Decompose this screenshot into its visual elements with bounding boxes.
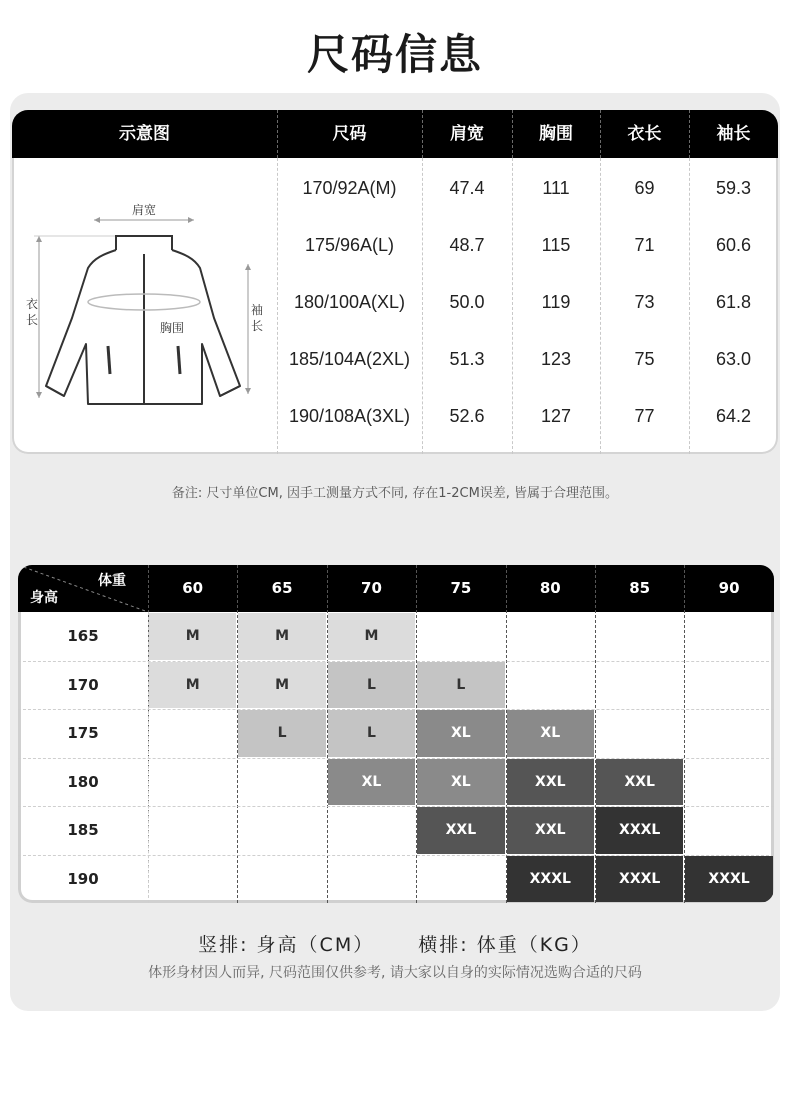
height-header-180: 180	[67, 772, 99, 791]
size-table-header	[12, 110, 778, 158]
weight-header-80: 80	[539, 579, 561, 597]
size-cell-xxl: XXL	[596, 759, 683, 806]
sleeve-cell: 59.3	[715, 178, 752, 198]
sleeve-label-2: 长	[250, 319, 264, 333]
corner-weight-label: 体重	[98, 573, 126, 589]
size-table	[12, 110, 778, 454]
weight-header-75: 75	[450, 579, 472, 597]
shoulder-cell: 50.0	[449, 292, 485, 312]
chest-cell: 123	[540, 349, 572, 369]
jacket-diagram-icon	[12, 158, 277, 454]
weight-header-85: 85	[629, 579, 651, 597]
measurement-note: 备注: 尺寸单位CM, 因手工测量方式不同, 存在1-2CM误差, 皆属于合理范围。	[171, 486, 619, 501]
header-diagram: 示意图	[119, 124, 170, 144]
shoulder-cell: 51.3	[449, 349, 485, 369]
height-header-185: 185	[67, 821, 99, 839]
column-divider	[684, 565, 685, 903]
size-cell-m: M	[238, 613, 325, 660]
size-cell-xxxl: XXXL	[596, 807, 683, 854]
shoulder-cell: 47.4	[449, 178, 485, 198]
height-header-170: 170	[67, 675, 99, 694]
weight-header-60: 60	[182, 579, 204, 597]
size-cell-l: L	[238, 710, 325, 757]
size-cell-m: M	[238, 662, 325, 709]
header-shoulder: 肩宽	[450, 124, 484, 144]
size-cell-m: M	[149, 613, 236, 660]
chest-cell: 115	[541, 235, 571, 255]
chest-label: 胸围	[159, 321, 185, 335]
size-cell-xxl: XXL	[507, 759, 594, 806]
header-divider	[512, 110, 513, 158]
height-header-190: 190	[67, 869, 99, 888]
header-divider	[277, 110, 278, 158]
size-cell-xxl: XXL	[417, 807, 504, 854]
size-cell-m: M	[149, 662, 236, 709]
size-recommendation-grid	[18, 565, 774, 903]
sleeve-cell: 61.8	[715, 292, 752, 312]
length-label-2: 长	[25, 313, 39, 327]
shoulder-cell: 52.6	[449, 406, 485, 426]
legend-vertical: 竖排: 身高（CM）	[198, 934, 375, 956]
legend-horizontal: 横排: 体重（KG）	[418, 934, 592, 956]
size-cell-l: L	[328, 710, 415, 757]
shoulder-cell: 48.7	[449, 235, 485, 255]
sleeve-cell: 63.0	[715, 349, 752, 369]
header-size: 尺码	[332, 124, 367, 144]
sleeve-cell: 60.6	[715, 235, 752, 255]
shoulder-label: 肩宽	[131, 203, 157, 217]
length-cell: 71	[634, 235, 655, 255]
weight-header-70: 70	[361, 579, 382, 597]
header-column-divider	[148, 612, 149, 903]
chest-cell: 111	[542, 178, 570, 198]
size-cell-xl: XL	[417, 710, 504, 757]
weight-header-90: 90	[718, 579, 740, 597]
height-header-165: 165	[67, 627, 99, 645]
sleeve-label-1: 袖	[250, 303, 264, 317]
length-cell: 77	[634, 406, 655, 426]
length-cell: 69	[634, 178, 655, 198]
size-cell: 185/104A(2XL)	[288, 349, 411, 369]
chest-cell: 127	[540, 406, 572, 426]
size-cell-xl: XL	[507, 710, 594, 757]
size-cell-l: L	[417, 662, 504, 709]
chest-cell: 119	[541, 292, 571, 312]
size-cell: 180/100A(XL)	[293, 292, 406, 312]
header-divider	[689, 110, 690, 158]
header-divider	[422, 110, 423, 158]
corner-height-label: 身高	[30, 590, 58, 606]
sleeve-cell: 64.2	[715, 406, 752, 426]
length-cell: 73	[634, 292, 655, 312]
size-cell-m: M	[328, 613, 415, 660]
header-divider	[600, 110, 601, 158]
grid-header	[18, 565, 774, 612]
size-cell: 170/92A(M)	[302, 178, 397, 198]
size-cell-l: L	[328, 662, 415, 709]
legend	[0, 930, 790, 957]
header-length: 衣长	[627, 124, 662, 144]
header-sleeve: 袖长	[716, 124, 751, 144]
size-cell-xl: XL	[328, 759, 415, 806]
size-cell-xl: XL	[417, 759, 504, 806]
size-cell-xxxl: XXXL	[507, 856, 594, 903]
header-chest: 胸围	[539, 124, 573, 144]
footer-note: 体形身材因人而异, 尺码范围仅供参考, 请大家以自身的实际情况选购合适的尺码	[148, 965, 642, 981]
size-cell-xxxl: XXXL	[596, 856, 683, 903]
size-cell-xxl: XXL	[507, 807, 594, 854]
weight-header-65: 65	[271, 579, 293, 597]
length-label-1: 衣	[25, 297, 39, 311]
size-cell: 175/96A(L)	[304, 235, 395, 255]
length-cell: 75	[634, 349, 655, 369]
height-header-175: 175	[67, 724, 99, 742]
size-cell-xxxl: XXXL	[685, 856, 772, 903]
page-title: 尺码信息	[306, 30, 483, 79]
size-cell: 190/108A(3XL)	[288, 406, 411, 426]
